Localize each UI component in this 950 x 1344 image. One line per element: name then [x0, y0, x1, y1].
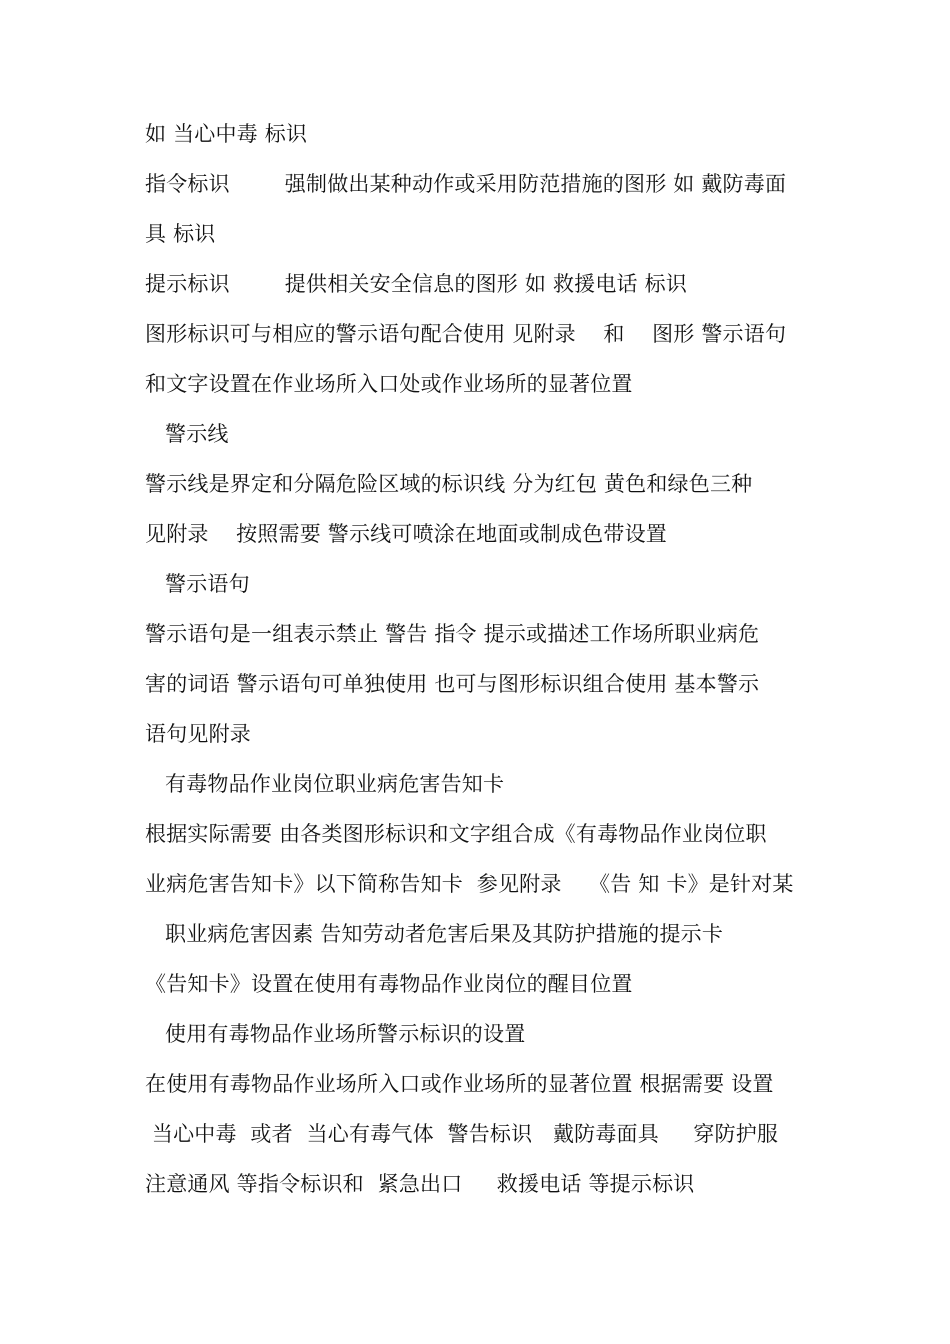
- text-line: 具 标识: [145, 222, 216, 246]
- section-heading: 有毒物品作业岗位职业病危害告知卡: [165, 772, 505, 796]
- text-line: 如 当心中毒 标识: [145, 122, 308, 146]
- section-heading: 使用有毒物品作业场所警示标识的设置: [165, 1022, 526, 1046]
- text-line: 图形标识可与相应的警示语句配合使用 见附录 和 图形 警示语句: [145, 322, 787, 346]
- text-line: 根据实际需要 由各类图形标识和文字组合成《有毒物品作业岗位职: [145, 822, 767, 846]
- text-line: 和文字设置在作业场所入口处或作业场所的显著位置: [145, 372, 633, 396]
- text-line: 提示标识 提供相关安全信息的图形 如 救援电话 标识: [145, 272, 688, 296]
- text-line: 害的词语 警示语句可单独使用 也可与图形标识组合使用 基本警示: [145, 672, 760, 696]
- section-heading: 警示线: [165, 422, 229, 446]
- text-line: 《告知卡》设置在使用有毒物品作业岗位的醒目位置: [145, 972, 633, 996]
- text-line: 警示语句是一组表示禁止 警告 指令 提示或描述工作场所职业病危: [145, 622, 760, 646]
- text-line: 在使用有毒物品作业场所入口或作业场所的显著位置 根据需要 设置: [145, 1072, 774, 1096]
- text-line: 指令标识 强制做出某种动作或采用防范措施的图形 如 戴防毒面: [145, 172, 787, 196]
- text-line: 注意通风 等指令标识和 紧急出口 救援电话 等提示标识: [145, 1172, 695, 1196]
- text-line: 语句见附录: [145, 722, 251, 746]
- text-line: 警示线是界定和分隔危险区域的标识线 分为红包 黄色和绿色三种: [145, 472, 753, 496]
- text-line: 见附录 按照需要 警示线可喷涂在地面或制成色带设置: [145, 522, 667, 546]
- text-line: 当心中毒 或者 当心有毒气体 警告标识 戴防毒面具 穿防护服: [145, 1122, 779, 1146]
- text-line: 业病危害告知卡》以下简称告知卡 参见附录 《告 知 卡》是针对某: [145, 872, 794, 896]
- text-line: 职业病危害因素 告知劳动者危害后果及其防护措施的提示卡: [165, 922, 724, 946]
- section-heading: 警示语句: [165, 572, 250, 596]
